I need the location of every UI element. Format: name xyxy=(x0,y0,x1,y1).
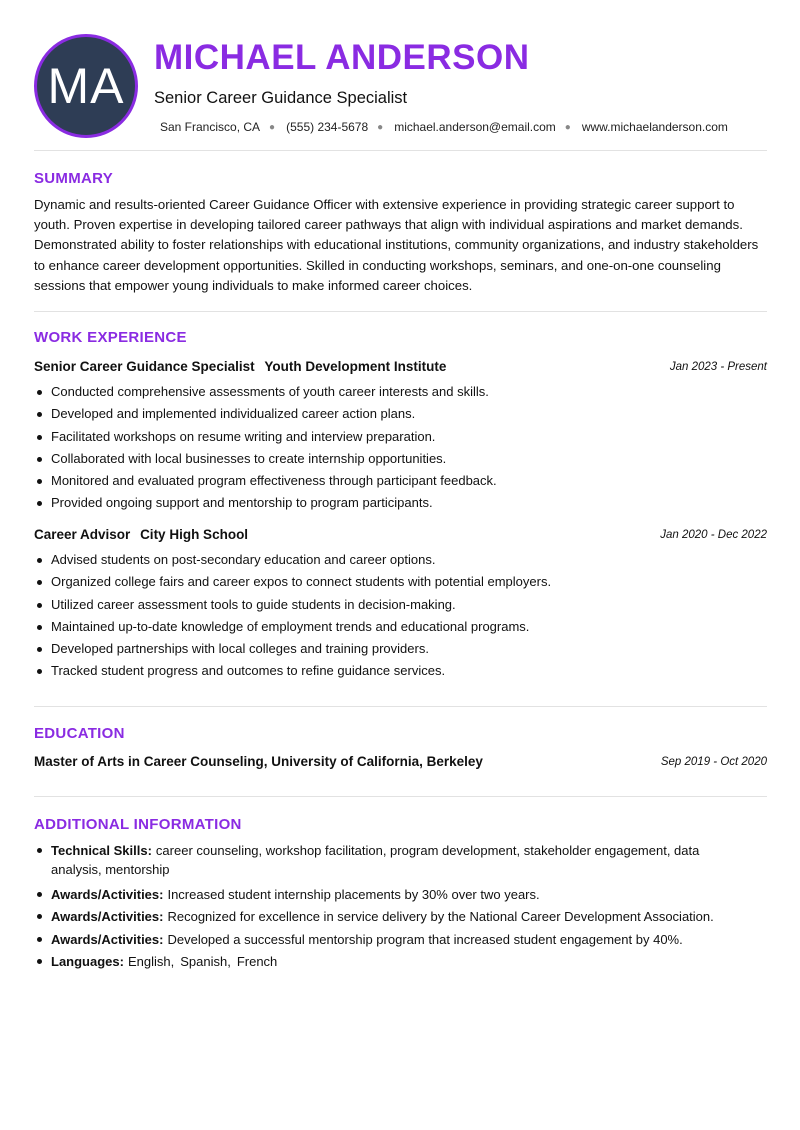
list-item xyxy=(34,885,734,904)
list-item xyxy=(34,907,734,926)
headline: Senior Career Guidance Specialist xyxy=(154,89,408,107)
item-text: career counseling, workshop facilitation, program development, stakeholder engagement, data analysis, mentorship xyxy=(51,843,700,877)
contact-email[interactable]: michael.anderson@email.com xyxy=(394,120,556,134)
item-label: Languages: xyxy=(51,953,124,969)
languages xyxy=(128,954,283,969)
avatar: MA xyxy=(34,34,138,138)
contact-phone[interactable]: (555) 234-5678 xyxy=(286,120,369,134)
candidate-name: MICHAEL ANDERSON xyxy=(154,38,530,77)
education-heading: EDUCATION xyxy=(34,725,125,742)
item-text: Developed a successful mentorship program that increased student engagement by 40%. xyxy=(167,931,683,947)
item-text: Increased student internship placements by 30% over two years. xyxy=(167,887,540,902)
additional-info-heading: ADDITIONAL INFORMATION xyxy=(34,816,242,833)
job-company: Youth Development Institute xyxy=(264,359,447,374)
language: English, xyxy=(127,953,175,969)
list-item: Advised students on post-secondary education and career options. xyxy=(34,549,769,571)
divider xyxy=(34,311,767,312)
separator-dot-icon: ● xyxy=(377,121,384,133)
language: Spanish, xyxy=(180,953,231,969)
list-item: Provided ongoing support and mentorship to program participants. xyxy=(34,492,769,514)
contact-website[interactable]: www.michaelanderson.com xyxy=(581,120,728,134)
job-role: Career Advisor xyxy=(34,527,131,542)
list-item: Utilized career assessment tools to guide students in decision-making. xyxy=(34,594,769,616)
list-item: Developed partnerships with local colleges and training providers. xyxy=(34,638,769,660)
job-bullets xyxy=(34,381,769,515)
job-role: Senior Career Guidance Specialist xyxy=(34,359,255,374)
list-item: Collaborated with local businesses to create internship opportunities. xyxy=(34,448,769,470)
work-experience-heading: WORK EXPERIENCE xyxy=(34,329,187,346)
list-item: Facilitated workshops on resume writing and interview preparation. xyxy=(34,426,769,448)
item-label: Awards/Activities: xyxy=(51,931,164,947)
job-title xyxy=(34,359,446,374)
divider xyxy=(34,706,767,707)
additional-info-list xyxy=(34,841,734,974)
list-item xyxy=(34,841,734,879)
item-label: Technical Skills: xyxy=(51,843,152,858)
divider xyxy=(34,150,767,151)
list-item: Organized college fairs and career expos to connect students with potential employers. xyxy=(34,571,769,593)
item-label: Awards/Activities: xyxy=(51,909,164,925)
list-item: Developed and implemented individualized career action plans. xyxy=(34,403,769,425)
summary-text: Dynamic and results-oriented Career Guidance Officer with extensive experience in providing strategic career support to youth. Proven expertise in developing tailored career pathways that align with individual aspirations and market demands. Demonstrated ability to foster relationships with educational institutions, community organizations, and industry stakeholders to enhance career development opportunities. Skilled in conducting workshops, seminars, and one-on-one counseling sessions that empower young individuals to make informed career choices. xyxy=(34,197,759,293)
item-text: Recognized for excellence in service delivery by the National Career Development Association. xyxy=(167,909,714,925)
separator-dot-icon: ● xyxy=(269,121,276,133)
job-bullets xyxy=(34,549,769,683)
contact-location: San Francisco, CA xyxy=(160,120,261,134)
list-item: Maintained up-to-date knowledge of employment trends and educational programs. xyxy=(34,616,769,638)
job-company: City High School xyxy=(140,527,249,542)
contact-bar xyxy=(160,120,728,134)
degree-title: Master of Arts in Career Counseling, University of California, Berkeley xyxy=(34,754,483,769)
list-item xyxy=(34,930,734,949)
list-item xyxy=(34,952,734,971)
summary-heading: SUMMARY xyxy=(34,170,114,187)
job-dates: Jan 2020 - Dec 2022 xyxy=(660,529,767,541)
education-dates: Sep 2019 - Oct 2020 xyxy=(660,756,767,768)
job-title xyxy=(34,527,248,542)
list-item: Conducted comprehensive assessments of youth career interests and skills. xyxy=(34,381,769,403)
separator-dot-icon: ● xyxy=(564,121,571,133)
list-item: Tracked student progress and outcomes to refine guidance services. xyxy=(34,660,769,682)
job-dates: Jan 2023 - Present xyxy=(669,361,767,373)
item-label: Awards/Activities: xyxy=(51,887,164,902)
language: French xyxy=(236,953,278,969)
list-item: Monitored and evaluated program effectiveness through participant feedback. xyxy=(34,470,769,492)
divider xyxy=(34,796,767,797)
